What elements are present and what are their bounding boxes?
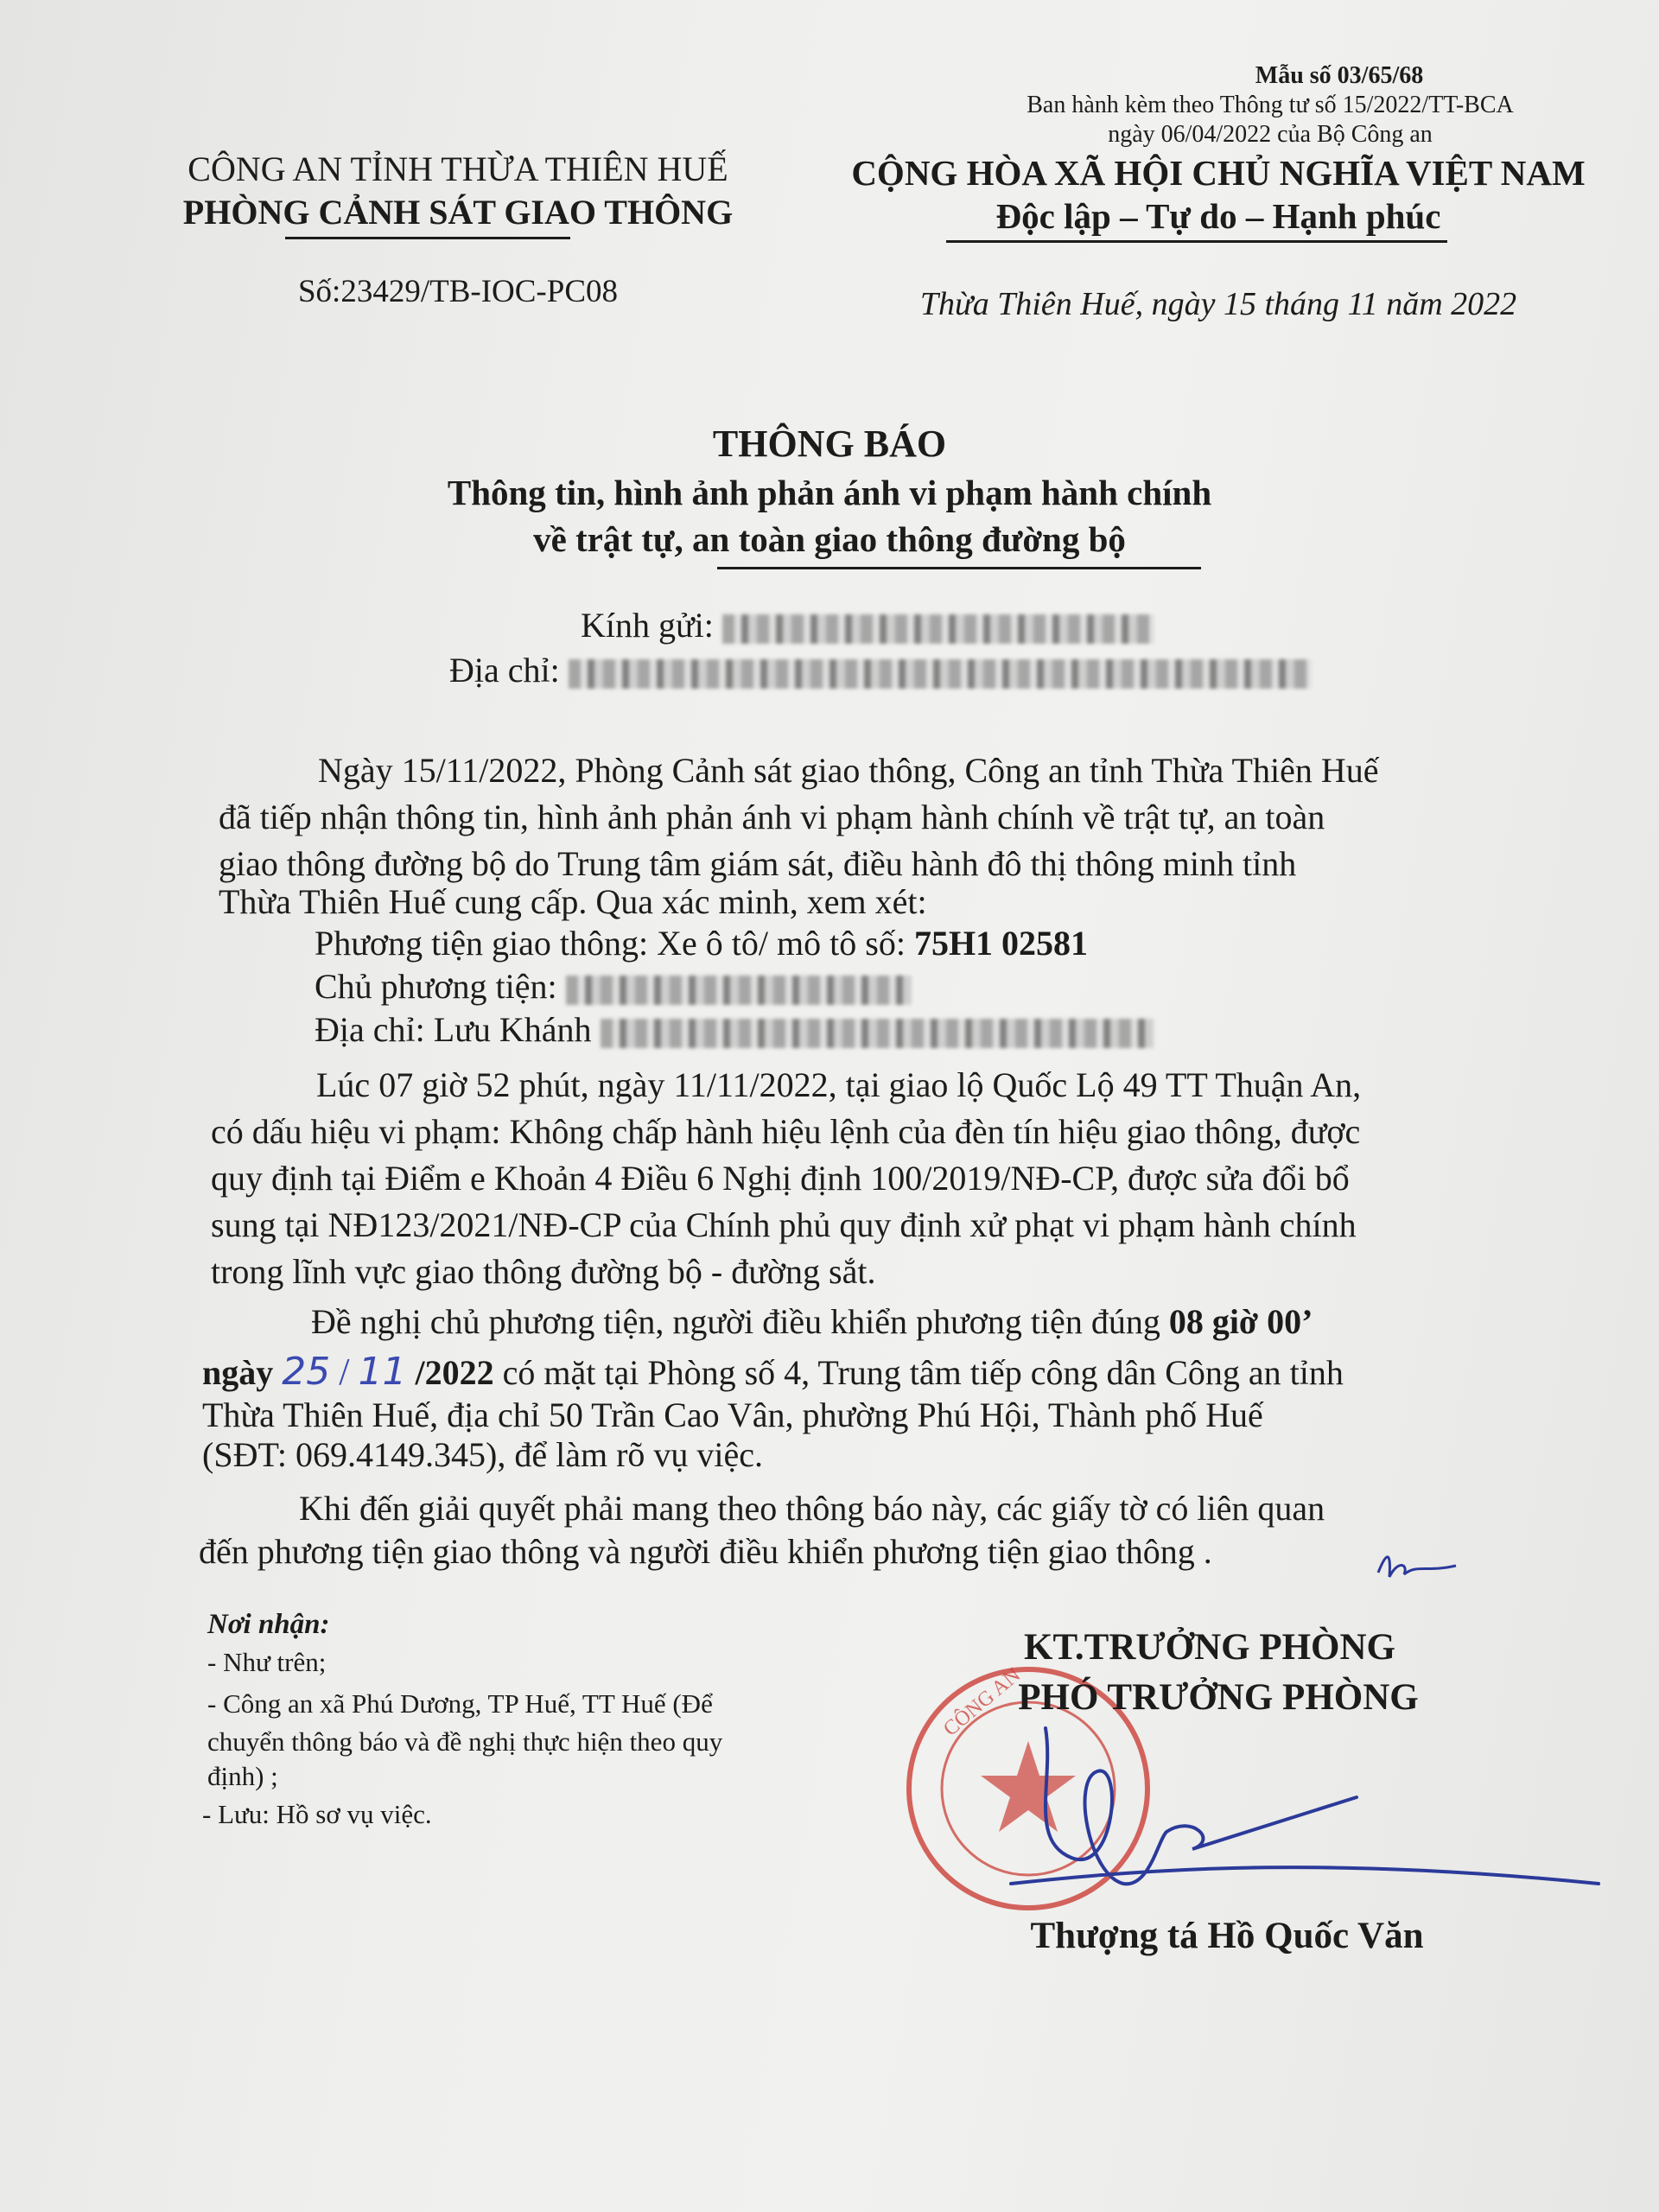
recipient-line (581, 605, 1154, 645)
p1-line4: Thừa Thiên Huế cung cấp. Qua xác minh, xem xét: (219, 882, 927, 921)
p1-line2: đã tiếp nhận thông tin, hình ảnh phản ánh vi phạm hành chính về trật tự, an toàn (219, 798, 1325, 836)
recipient-address-label: Địa chỉ: (449, 651, 560, 690)
signature-title-2: PHÓ TRƯỞNG PHÒNG (1018, 1677, 1419, 1718)
p4-line1: Khi đến giải quyết phải mang theo thông báo này, các giấy tờ có liên quan (299, 1489, 1325, 1528)
owner-address-line (315, 1009, 1154, 1050)
p2-line3: quy định tại Điểm e Khoản 4 Điều 6 Nghị định 100/2019/NĐ-CP, được sửa đổi bổ (211, 1159, 1350, 1198)
title-underline (717, 567, 1201, 569)
nation-line1: CỘNG HÒA XÃ HỘI CHỦ NGHĨA VIỆT NAM (851, 153, 1586, 193)
recipient-label: Kính gửi: (581, 606, 714, 645)
handwritten-day: 25 (282, 1350, 331, 1394)
vehicle-label: Phương tiện giao thông: Xe ô tô/ mô tô số: (315, 924, 906, 963)
agency-line2: PHÒNG CẢNH SÁT GIAO THÔNG (182, 193, 734, 232)
form-issued-line1: Ban hành kèm theo Thông tư số 15/2022/TT-BCA (1027, 92, 1514, 118)
recipients-item3: - Lưu: Hồ sơ vụ việc. (202, 1799, 432, 1829)
recipients-item2-line1: - Công an xã Phú Dương, TP Huế, TT Huế (Để (207, 1688, 713, 1719)
document-subtitle-1: Thông tin, hình ảnh phản ánh vi phạm hành chính (447, 473, 1212, 512)
recipients-item2-line3: định) ; (207, 1761, 278, 1791)
recipient-address-line (449, 650, 1312, 690)
p3-line1 (311, 1301, 1313, 1342)
p2-line2: có dấu hiệu vi phạm: Không chấp hành hiệu lệnh của đèn tín hiệu giao thông, được (211, 1112, 1361, 1151)
form-issued-line2: ngày 06/04/2022 của Bộ Công an (1108, 121, 1433, 148)
redacted-owner-address (601, 1019, 1154, 1048)
document-title: THÔNG BÁO (712, 423, 947, 465)
form-code: Mẫu số 03/65/68 (1255, 62, 1424, 89)
p1-line1: Ngày 15/11/2022, Phòng Cảnh sát giao thông, Công an tỉnh Thừa Thiên Huế (318, 751, 1379, 790)
redacted-recipient-address (569, 659, 1312, 689)
p3-line2 (202, 1350, 1344, 1394)
document-date: Thừa Thiên Huế, ngày 15 tháng 11 năm 2022 (919, 286, 1517, 322)
handwritten-initial (1374, 1547, 1460, 1590)
redacted-owner-name (566, 976, 912, 1005)
p3-line1-text: Đề nghị chủ phương tiện, người điều khiển phương tiện đúng (311, 1302, 1160, 1341)
p3-line2-rest: có mặt tại Phòng số 4, Trung tâm tiếp công dân Công an tỉnh (502, 1353, 1344, 1392)
nation-motto: Độc lập – Tự do – Hạnh phúc (995, 196, 1441, 236)
document-number: Số:23429/TB-IOC-PC08 (297, 274, 619, 309)
agency-line1: CÔNG AN TỈNH THỪA THIÊN HUẾ (188, 149, 728, 188)
p3-time: 08 giờ 00’ (1168, 1302, 1313, 1341)
handwritten-signature (994, 1711, 1616, 1910)
recipients-heading: Nơi nhận: (207, 1609, 330, 1640)
redacted-recipient-name (722, 614, 1154, 644)
handwritten-slash: / (339, 1351, 350, 1393)
agency-underline (285, 237, 570, 239)
owner-line (315, 966, 912, 1007)
handwritten-month: 11 (358, 1350, 407, 1394)
p3-line4: (SĐT: 069.4149.345), để làm rõ vụ việc. (202, 1435, 764, 1474)
vehicle-plate: 75H1 02581 (913, 924, 1089, 963)
p2-line5: trong lĩnh vực giao thông đường bộ - đường sắt. (211, 1252, 876, 1291)
signature-title-1: KT.TRƯỞNG PHÒNG (1024, 1627, 1395, 1668)
owner-address-label: Địa chỉ: Lưu Khánh (315, 1010, 592, 1049)
motto-underline (946, 240, 1447, 243)
vehicle-line (315, 923, 1088, 963)
recipients-item2-line2: chuyển thông báo và đề nghị thực hiện theo quy (207, 1726, 723, 1757)
owner-label: Chủ phương tiện: (315, 967, 557, 1006)
p3-ngay: ngày (202, 1353, 274, 1392)
p4-line2: đến phương tiện giao thông và người điều khiển phương tiện giao thông . (199, 1532, 1212, 1571)
p3-year: /2022 (415, 1353, 494, 1392)
seal-text: CÔNG AN (939, 1663, 1026, 1741)
document-subtitle-2: về trật tự, an toàn giao thông đường bộ (533, 519, 1126, 559)
signer-name: Thượng tá Hồ Quốc Văn (1030, 1916, 1424, 1956)
p2-line4: sung tại NĐ123/2021/NĐ-CP của Chính phủ quy định xử phạt vi phạm hành chính (211, 1205, 1357, 1244)
p2-line1: Lúc 07 giờ 52 phút, ngày 11/11/2022, tại giao lộ Quốc Lộ 49 TT Thuận An, (316, 1065, 1362, 1104)
p1-line3: giao thông đường bộ do Trung tâm giám sát, điều hành đô thị thông minh tỉnh (219, 844, 1297, 883)
recipients-item1: - Như trên; (207, 1647, 327, 1677)
p3-line3: Thừa Thiên Huế, địa chỉ 50 Trần Cao Vân, phường Phú Hội, Thành phố Huế (202, 1395, 1263, 1434)
